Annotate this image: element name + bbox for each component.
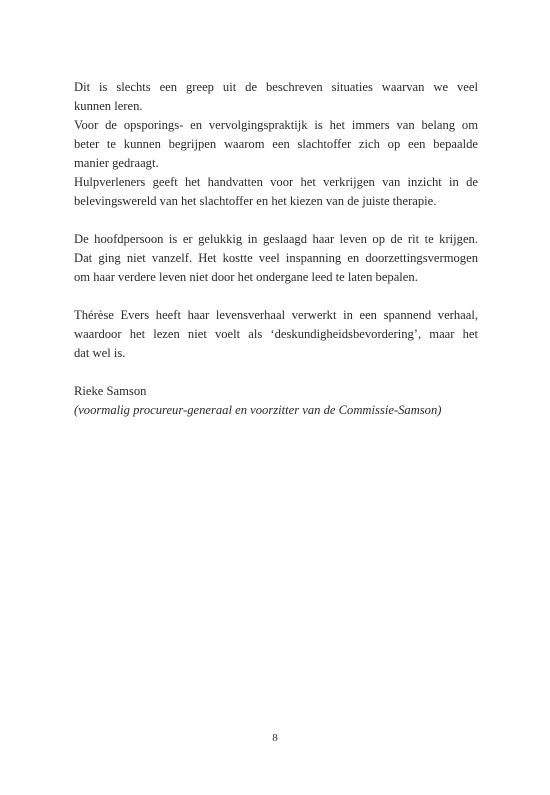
- paragraph-spacer: [74, 287, 478, 306]
- signature-block: [74, 382, 478, 420]
- text-line: Thérèse Evers heeft haar levensverhaal verwerkt in een spannend verhaal,: [74, 308, 478, 322]
- text-line: Dit is slechts een greep uit de beschreven situaties waarvan we veel: [74, 80, 478, 94]
- body-text: [74, 78, 478, 420]
- text-line: waardoor het lezen niet voelt als ‘deskundigheidsbevordering’, maar het: [74, 327, 478, 341]
- page-number: 8: [272, 732, 278, 744]
- text-line: Hulpverleners geeft het handvatten voor het verkrijgen van inzicht in de: [74, 175, 478, 189]
- text-line: manier gedraagt.: [74, 156, 159, 170]
- text-line: beter te kunnen begrijpen waarom een slachtoffer zich op een bepaalde: [74, 137, 478, 151]
- paragraph-1: [74, 78, 478, 211]
- paragraph-spacer: [74, 211, 478, 230]
- text-line: kunnen leren.: [74, 99, 143, 113]
- text-line: Voor de opsporings- en vervolgingspraktijk is het immers van belang om: [74, 118, 478, 132]
- text-line: Dat ging niet vanzelf. Het kostte veel inspanning en doorzettingsvermogen: [74, 251, 478, 265]
- text-line: dat wel is.: [74, 346, 126, 360]
- text-line: belevingswereld van het slachtoffer en het kiezen van de juiste therapie.: [74, 194, 437, 208]
- signature-role: (voormalig procureur-generaal en voorzitter van de Commissie-Samson): [74, 403, 442, 417]
- paragraph-2: [74, 230, 478, 287]
- signature-name: Rieke Samson: [74, 384, 147, 398]
- text-line: om haar verdere leven niet door het ondergane leed te laten bepalen.: [74, 270, 418, 284]
- paragraph-3: [74, 306, 478, 363]
- text-line: De hoofdpersoon is er gelukkig in geslaagd haar leven op de rit te krijgen.: [74, 232, 478, 246]
- paragraph-spacer: [74, 363, 478, 382]
